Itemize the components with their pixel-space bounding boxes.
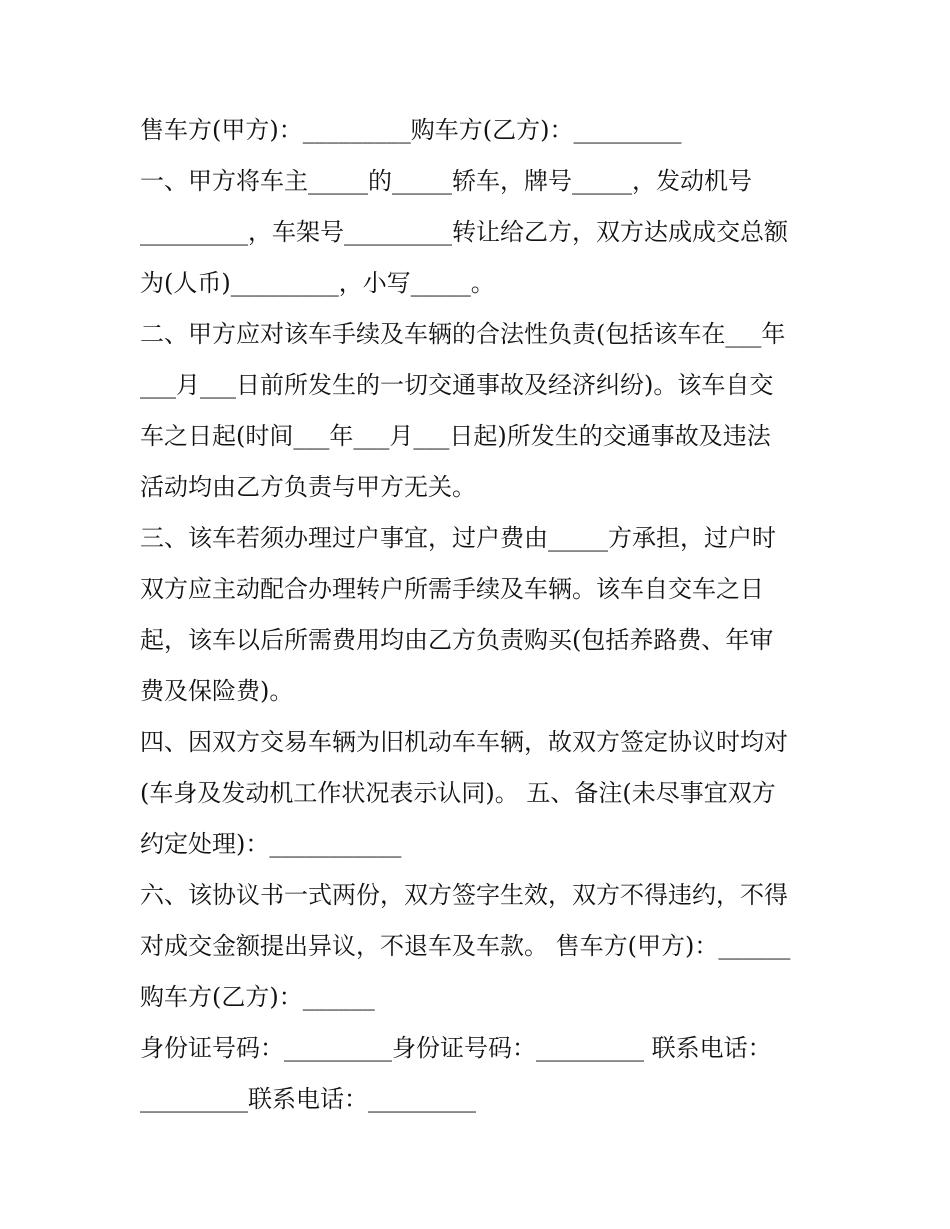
clause-three-line-2: 双方应主动配合办理转户所需手续及车辆。该车自交车之日 [140,575,764,603]
clause-six-line-2: 对成交金额提出异议，不退车及车款。 售车方(甲方)：______ [140,932,791,960]
clause-six-line-1: 六、该协议书一式两份，双方签字生效，双方不得违约，不得 [140,881,788,909]
contract-body [140,105,820,1125]
clause-three-line-1: 三、该车若须办理过户事宜，过户费由_____方承担，过户时 [140,524,776,552]
clause-five-line: 约定处理)：___________ [140,830,402,858]
clause-two-line-3: 车之日起(时间___年___月___日起)所发生的交通事故及违法 [140,422,771,450]
clause-three-line-4: 费及保险费)。 [140,677,294,705]
id-number-phone-line: 身份证号码：_________身份证号码：_________ 联系电话： [140,1034,772,1062]
clause-four-line-1: 四、因双方交易车辆为旧机动车车辆，故双方签定协议时均对 [140,728,788,756]
clause-three-line-3: 起，该车以后所需费用均由乙方负责购买(包括养路费、年审 [140,626,774,654]
clause-two-line-1: 二、甲方应对该车手续及车辆的合法性负责(包括该车在___年 [140,320,786,348]
clause-one-line-3: 为(人币)_________，小写_____。 [140,269,495,297]
clause-one-line-2: _________，车架号_________转让给乙方，双方达成成交总额 [140,218,788,246]
buyer-signature-line: 购车方(乙方)：______ [140,983,375,1011]
clause-four-five-line: (车身及发动机工作状况表示认同)。 五、备注(未尽事宜双方 [140,779,776,807]
clause-two-line-4: 活动均由乙方负责与甲方无关。 [140,473,476,501]
clause-one-line-1: 一、甲方将车主_____的_____轿车，牌号_____，发动机号 [140,167,752,195]
seller-buyer-line: 售车方(甲方)：_________购车方(乙方)：_________ [140,116,682,144]
clause-two-line-2: ___月___日前所发生的一切交通事故及经济纠纷)。该车自交 [140,371,774,399]
phone-line: _________联系电话：_________ [140,1085,476,1113]
